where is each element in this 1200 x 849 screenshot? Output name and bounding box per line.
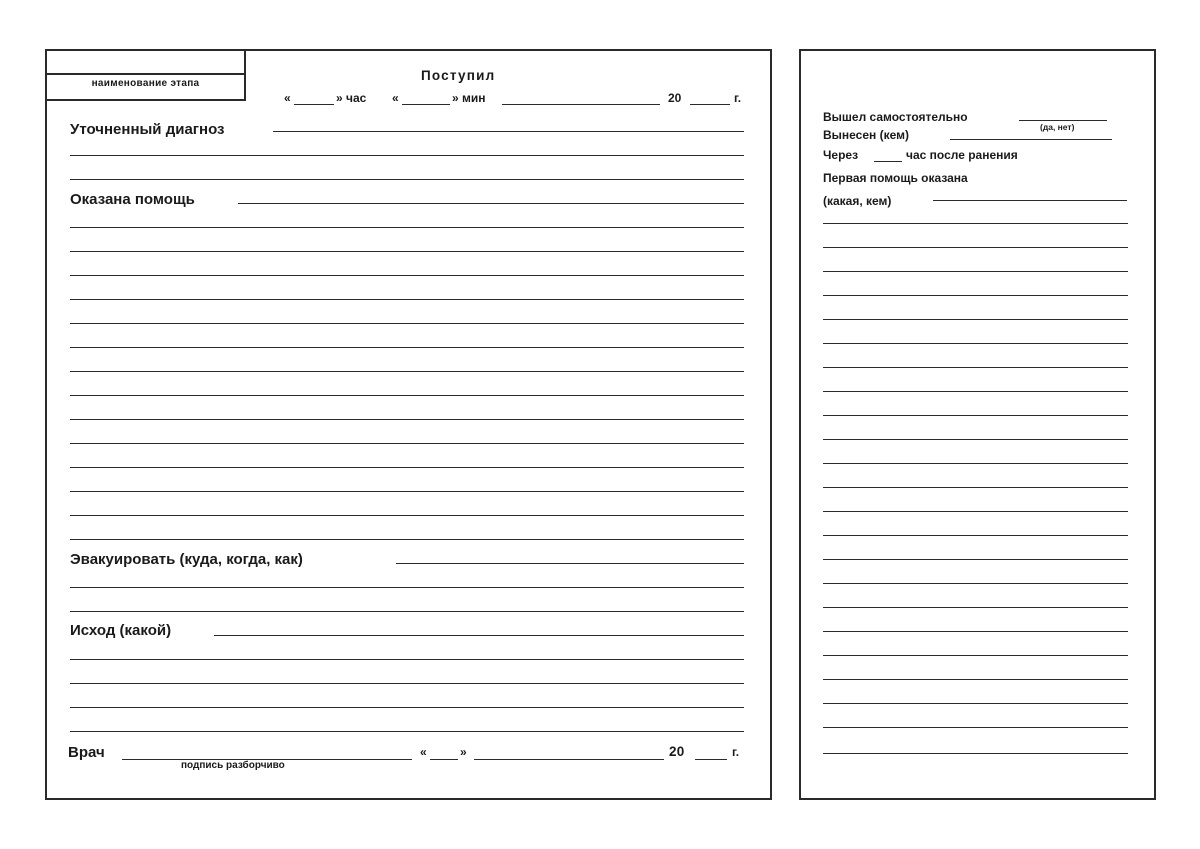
arrived-hour-open: « (284, 91, 291, 105)
arrived-year-prefix: 20 (668, 91, 682, 105)
evacuate-line[interactable] (70, 611, 744, 612)
doctor-day-field[interactable] (430, 759, 458, 760)
help-given-line[interactable] (70, 347, 744, 348)
evacuate-field[interactable] (396, 563, 744, 564)
walked-hint: (да, нет) (1040, 122, 1075, 132)
doctor-label: Врач (68, 744, 105, 761)
evacuate-label: Эвакуировать (куда, когда, как) (70, 551, 303, 568)
first-aid-field[interactable] (933, 200, 1127, 201)
help-given-field[interactable] (238, 203, 744, 204)
first-aid-line[interactable] (823, 439, 1128, 440)
first-aid-line[interactable] (823, 295, 1128, 296)
arrived-min-close: » мин (452, 91, 486, 105)
help-given-line[interactable] (70, 251, 744, 252)
doctor-year-field[interactable] (695, 759, 727, 760)
outcome-line[interactable] (70, 659, 744, 660)
first-aid-hint: (какая, кем) (823, 194, 892, 208)
first-aid-label: Первая помощь оказана (823, 171, 968, 185)
evacuate-line[interactable] (70, 587, 744, 588)
first-aid-line[interactable] (823, 559, 1128, 560)
first-aid-line[interactable] (823, 223, 1128, 224)
help-given-line[interactable] (70, 515, 744, 516)
first-aid-line[interactable] (823, 319, 1128, 320)
diagnosis-label: Уточненный диагноз (70, 121, 225, 138)
first-aid-line[interactable] (823, 391, 1128, 392)
arrived-year-suffix: г. (734, 91, 742, 105)
carried-field[interactable] (950, 139, 1112, 140)
outcome-line[interactable] (70, 731, 744, 732)
first-aid-line[interactable] (823, 511, 1128, 512)
arrived-min-field[interactable] (402, 104, 450, 105)
first-aid-line[interactable] (823, 271, 1128, 272)
doctor-year-prefix: 20 (669, 744, 685, 759)
arrived-hour-close: » час (336, 91, 367, 105)
first-aid-line[interactable] (823, 367, 1128, 368)
arrived-year-field[interactable] (690, 104, 730, 105)
outcome-line[interactable] (70, 707, 744, 708)
diagnosis-field[interactable] (273, 131, 744, 132)
first-aid-line[interactable] (823, 703, 1128, 704)
first-aid-line[interactable] (823, 415, 1128, 416)
first-aid-line[interactable] (823, 247, 1128, 248)
first-aid-line[interactable] (823, 607, 1128, 608)
first-aid-line[interactable] (823, 535, 1128, 536)
help-given-line[interactable] (70, 371, 744, 372)
arrived-label: Поступил (421, 68, 496, 83)
hours-field[interactable] (874, 161, 902, 162)
first-aid-line[interactable] (823, 631, 1128, 632)
help-given-line[interactable] (70, 299, 744, 300)
arrived-date-field[interactable] (502, 104, 660, 105)
first-aid-line[interactable] (823, 343, 1128, 344)
carried-label: Вынесен (кем) (823, 128, 909, 142)
walked-field[interactable] (1019, 120, 1107, 121)
first-aid-line[interactable] (823, 655, 1128, 656)
doctor-date-open: « (420, 745, 427, 759)
doctor-date-field[interactable] (474, 759, 664, 760)
arrived-hour-field[interactable] (294, 104, 334, 105)
first-aid-line[interactable] (823, 753, 1128, 754)
arrived-min-open: « (392, 91, 399, 105)
outcome-field[interactable] (214, 635, 744, 636)
outcome-line[interactable] (70, 683, 744, 684)
first-aid-line[interactable] (823, 487, 1128, 488)
hours-after-label: час после ранения (906, 148, 1018, 162)
first-aid-line[interactable] (823, 727, 1128, 728)
first-aid-line[interactable] (823, 463, 1128, 464)
diagnosis-line[interactable] (70, 179, 744, 180)
help-given-line[interactable] (70, 227, 744, 228)
signature-hint: подпись разборчиво (181, 760, 285, 771)
help-given-line[interactable] (70, 467, 744, 468)
diagnosis-line[interactable] (70, 155, 744, 156)
outcome-label: Исход (какой) (70, 622, 172, 639)
doctor-date-close: » (460, 745, 467, 759)
walked-label: Вышел самостоятельно (823, 110, 968, 124)
help-given-line[interactable] (70, 443, 744, 444)
medical-form-main-panel (45, 49, 772, 800)
help-given-line[interactable] (70, 539, 744, 540)
help-given-line[interactable] (70, 323, 744, 324)
help-given-line[interactable] (70, 491, 744, 492)
first-aid-line[interactable] (823, 679, 1128, 680)
help-given-line[interactable] (70, 275, 744, 276)
doctor-year-suffix: г. (732, 745, 740, 759)
stage-name-field-divider (47, 73, 244, 75)
help-given-label: Оказана помощь (70, 191, 195, 208)
stage-name-label: наименование этапа (91, 78, 200, 89)
first-aid-line[interactable] (823, 583, 1128, 584)
through-label: Через (823, 148, 859, 162)
help-given-line[interactable] (70, 395, 744, 396)
help-given-line[interactable] (70, 419, 744, 420)
